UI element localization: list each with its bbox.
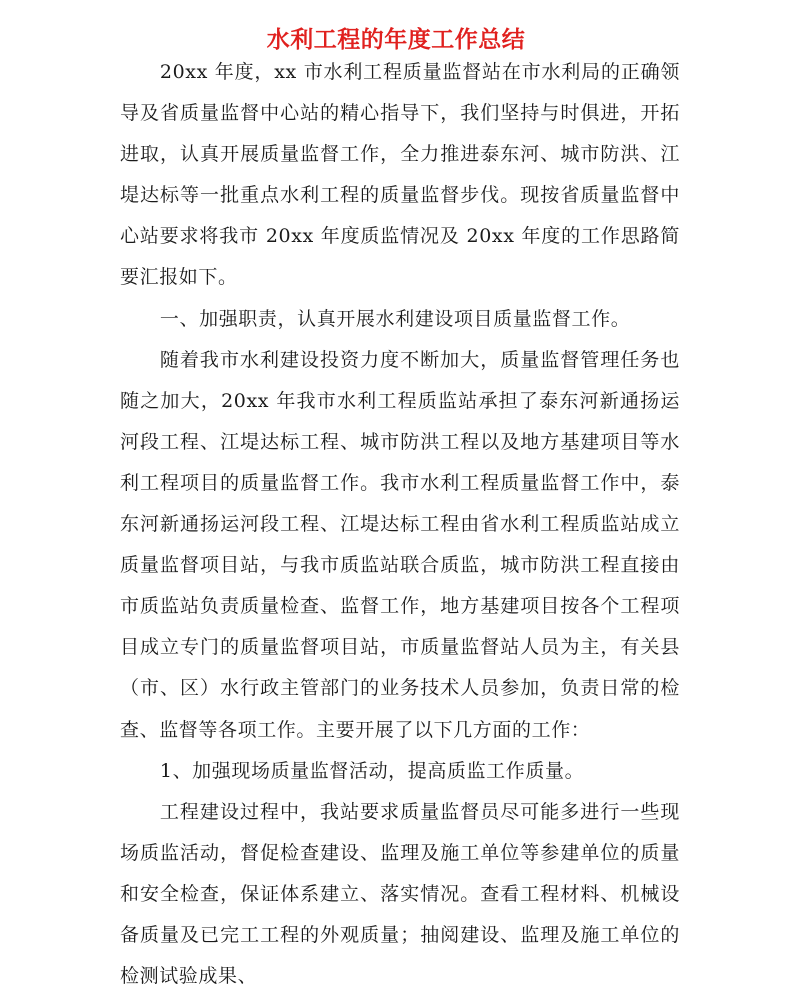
document-body (120, 52, 680, 997)
section-heading-1: 一、加强职责，认真开展水利建设项目质量监督工作。 (159, 307, 631, 330)
document-title: 水利工程的年度工作总结 (266, 27, 526, 54)
paragraph-intro: 20xx 年度，xx 市水利工程质量监督站在市水利局的正确领导及省质量监督中心站的精心指导下，我们坚持与时俱进，开拓进取，认真开展质量监督工作，全力推进泰东河、城市防洪、江堤达标等一批重点水利工程的质量监督步伐。现按省质量监督中心站要求将我市 20xx 年度质监情况及 20xx 年度的工作思路简要汇报如下。 (120, 61, 680, 289)
subsection-heading-1: 1、加强现场质量监督活动，提高质监工作质量。 (159, 759, 585, 782)
paragraph-section-1: 随着我市水利建设投资力度不断加大，质量监督管理任务也随之加大，20xx 年我市水利工程质监站承担了泰东河新通扬运河段工程、江堤达标工程、城市防洪工程以及地方基建项目等水利工程项目的质量监督工作。我市水利工程质量监督工作中，泰东河新通扬运河段工程、江堤达标工程由省水利工程质监站成立质量监督项目站，与我市质监站联合质监，城市防洪工程直接由市质监站负责质量检查、监督工作，地方基建项目按各个工程项目成立专门的质量监督项目站，市质量监督站人员为主，有关县（市、区）水行政主管部门的业务技术人员参加，负责日常的检查、监督等各项工作。主要开展了以下几方面的工作： (120, 348, 680, 741)
paragraph-subsection-1: 工程建设过程中，我站要求质量监督员尽可能多进行一些现场质监活动，督促检查建设、监理及施工单位等参建单位的质量和安全检查，保证体系建立、落实情况。查看工程材料、机械设备质量及已完工工程的外观质量；抽阅建设、监理及施工单位的检测试验成果、 (120, 800, 680, 988)
